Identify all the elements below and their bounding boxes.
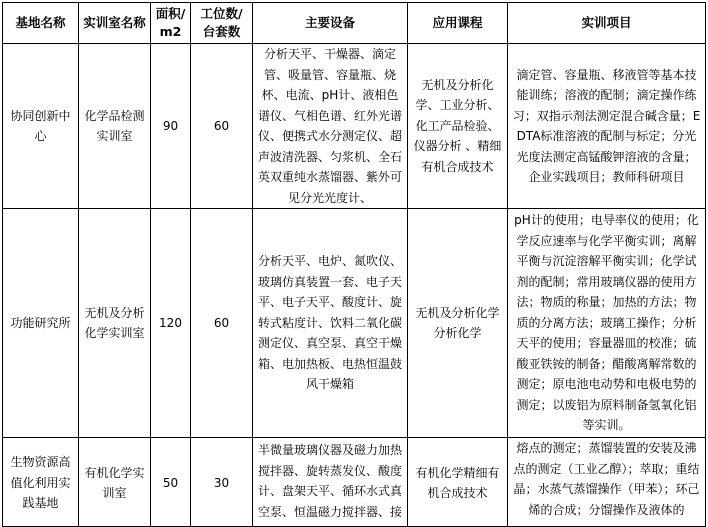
header-courses: 应用课程 <box>408 3 508 44</box>
room-name-cell: 化学品检测实训室 <box>79 44 151 209</box>
header-area: 面积/m2 <box>151 3 191 44</box>
seats-cell: 30 <box>191 438 253 527</box>
header-seats: 工位数/台套数 <box>191 3 253 44</box>
courses-cell: 无机及分析化学分析化学 <box>408 209 508 438</box>
room-name-cell: 无机及分析化学实训室 <box>79 209 151 438</box>
header-projects: 实训项目 <box>508 3 706 44</box>
base-name-cell: 生物资源高值化利用实践基地 <box>3 438 79 527</box>
seats-cell: 60 <box>191 209 253 438</box>
equipment-cell: 分析天平、电炉、氮吹仪、玻璃仿真装置一套、电子天平、电子天平、酸度计、旋转式粘度计、饮料二氧化碳测定仪、真空泵、真空干燥箱、电加热板、电热恒温鼓风干燥箱 <box>253 209 408 438</box>
header-room-name: 实训室名称 <box>79 3 151 44</box>
projects-cell: 熔点的测定；蒸馏装置的安装及沸点的测定（工业乙醇）；萃取；重结晶；水蒸气蒸馏操作（甲苯）；环己烯的合成；分馏操作及液体的 <box>508 438 706 527</box>
seats-cell: 60 <box>191 44 253 209</box>
area-cell: 50 <box>151 438 191 527</box>
header-equipment: 主要设备 <box>253 3 408 44</box>
header-base-name: 基地名称 <box>3 3 79 44</box>
projects-cell: 滴定管、容量瓶、移液管等基本技能训练；溶液的配制；滴定操作练习；双指示剂法测定混合碱含量；EDTA标准溶液的配制与标定；分光光度法测定高锰酸钾溶液的含量；企业实践项目；教师科研项目 <box>508 44 706 209</box>
base-name-cell: 协同创新中心 <box>3 44 79 209</box>
lab-info-table <box>2 2 706 527</box>
table-row <box>3 209 706 438</box>
base-name-cell: 功能研究所 <box>3 209 79 438</box>
table-row <box>3 438 706 527</box>
area-cell: 90 <box>151 44 191 209</box>
courses-cell: 有机化学精细有机合成技术 <box>408 438 508 527</box>
area-cell: 120 <box>151 209 191 438</box>
courses-cell: 无机及分析化学、工业分析、化工产品检验、仪器分析 、精细有机合成技术 <box>408 44 508 209</box>
header-row <box>3 3 706 44</box>
table-row <box>3 44 706 209</box>
room-name-cell: 有机化学实训室 <box>79 438 151 527</box>
projects-cell: pH计的使用；电导率仪的使用；化学反应速率与化学平衡实训；离解平衡与沉淀溶解平衡实训；化学试剂的配制；常用玻璃仪器的使用方法；物质的称量；加热的方法；物质的分离方法；玻璃工操作；分析天平的使用；容量器皿的校准；硫酸亚铁铵的制备；醋酸离解常数的测定；原电池电动势和电极电势的测定；以废铝为原料制备氢氧化铝等实训。 <box>508 209 706 438</box>
equipment-cell: 分析天平、干燥器、滴定管、吸量管、容量瓶、烧杯、电流、pH计、液相色谱仪、气相色谱、红外光谱仪、便携式水分测定仪、超声波清洗器、匀浆机、全石英双重纯水蒸馏器、紫外可见分光光度计、 <box>253 44 408 209</box>
equipment-cell: 半微量玻璃仪器及磁力加热搅拌器、旋转蒸发仪、酸度计、盘架天平、循环水式真空泵、恒温磁力搅拌器、接 <box>253 438 408 527</box>
